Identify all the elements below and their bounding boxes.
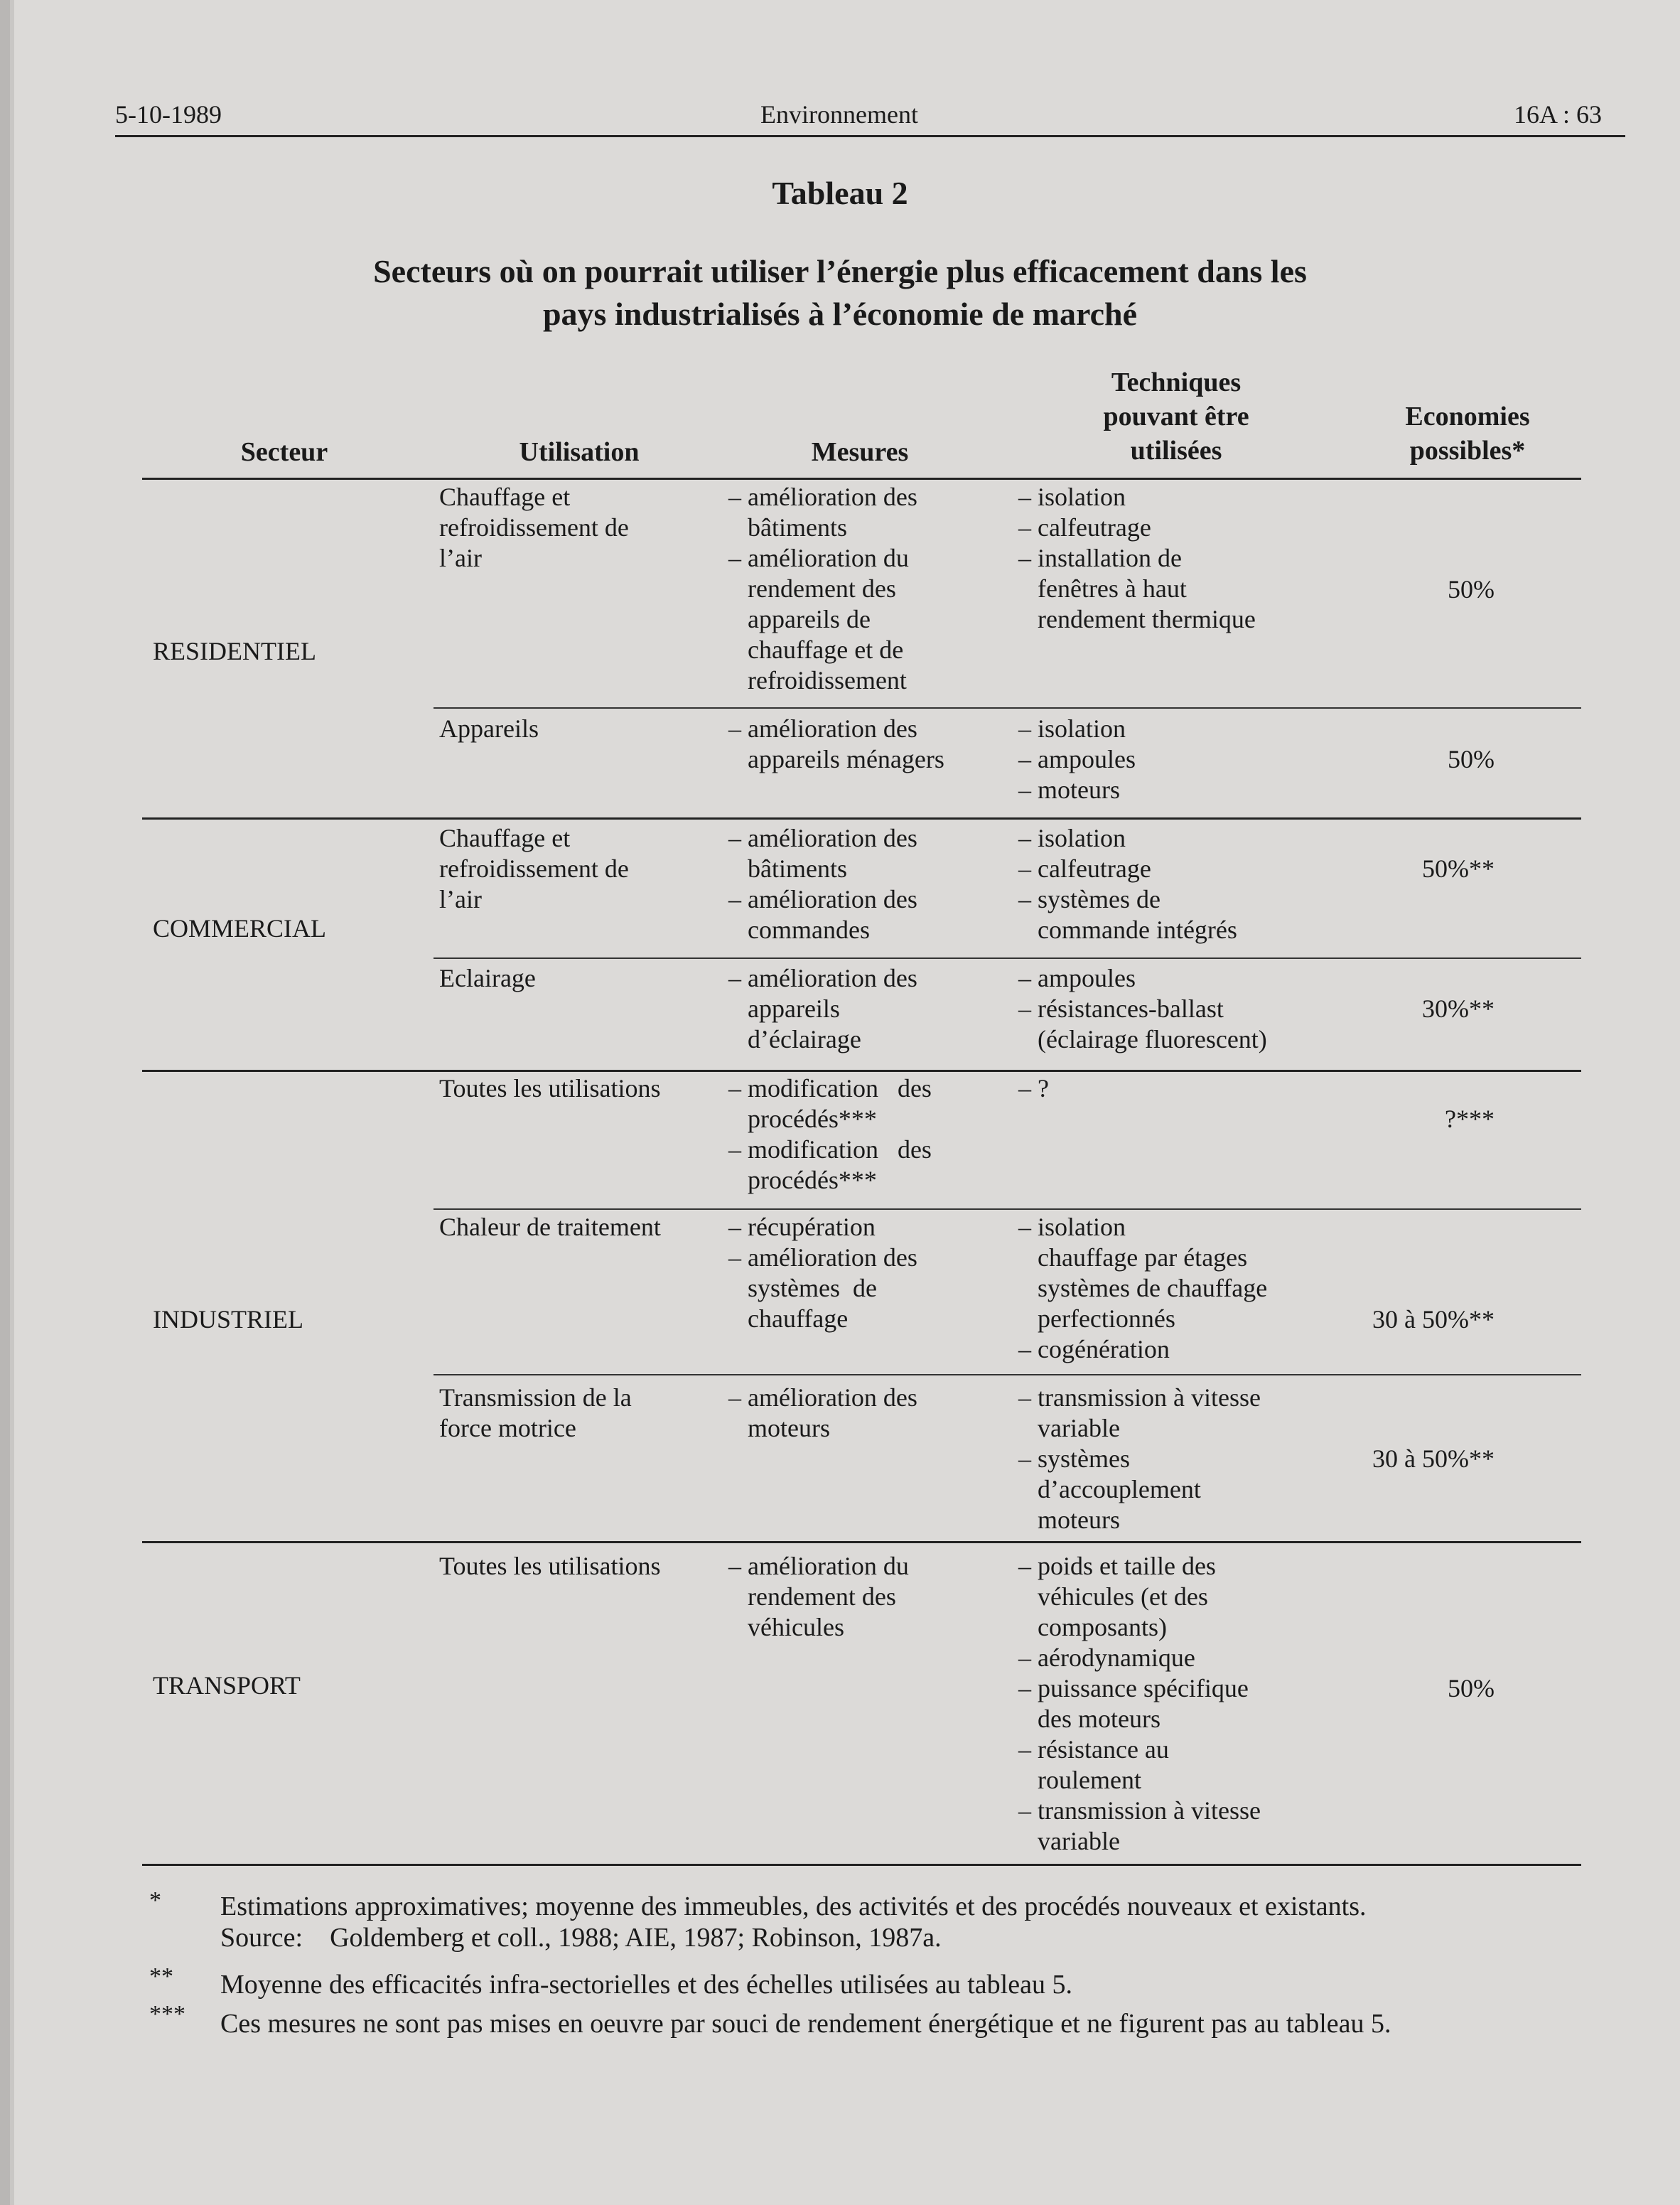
sector-divider: [142, 1070, 1581, 1072]
footnote-mark: *: [149, 1887, 161, 1914]
row-mesures: – récupération – amélioration des systèmes de chauffage: [728, 1213, 917, 1333]
row-divider: [434, 1208, 1581, 1210]
table-subtitle: [0, 250, 1680, 336]
row-mesures: – modification des procédés*** – modification des procédés***: [728, 1074, 932, 1194]
row-utilisation: Transmission de la force motrice: [439, 1383, 632, 1442]
col-header-secteur: Secteur: [240, 437, 328, 467]
sector-transport: TRANSPORT: [153, 1671, 301, 1700]
footnote-source: Source: Goldemberg et coll., 1988; AIE, 1987; Robinson, 1987a.: [220, 1923, 942, 1953]
header-section: Environnement: [760, 100, 918, 129]
row-techniques: – isolation – calfeutrage – systèmes de commande intégrés: [1018, 824, 1237, 944]
row-techniques: – ?: [1018, 1074, 1049, 1102]
row-utilisation: Toutes les utilisations: [439, 1074, 661, 1102]
row-mesures: – amélioration des moteurs: [728, 1383, 917, 1442]
row-utilisation: Eclairage: [439, 964, 536, 992]
row-economies: 30 à 50%**: [1372, 1305, 1495, 1334]
row-divider: [434, 957, 1581, 959]
row-mesures: – amélioration des bâtiments – amélioration des commandes: [728, 824, 917, 944]
col-header-economies: [1350, 399, 1585, 468]
sector-industriel: INDUSTRIEL: [153, 1305, 303, 1334]
header-bottom-rule: [142, 478, 1581, 480]
row-techniques: – isolation – ampoules – moteurs: [1018, 714, 1136, 804]
row-techniques: – isolation – calfeutrage – installation de fenêtres à haut rendement thermique: [1018, 483, 1256, 633]
row-mesures: – amélioration du rendement des véhicules: [728, 1552, 909, 1641]
col-header-techniques: [1059, 365, 1293, 468]
row-utilisation: Chauffage et refroidissement de l’air: [439, 483, 629, 572]
col-header-economies-line-2: possibles*: [1409, 436, 1526, 466]
row-economies: 50%: [1448, 745, 1495, 773]
row-mesures: – amélioration des bâtiments – amélioration du rendement des appareils de chauffage et de refroidissement: [728, 483, 917, 694]
table-subtitle-line-2: pays industrialisés à l’économie de marché: [542, 296, 1138, 332]
row-techniques: – isolation chauffage par étages systèmes de chauffage perfectionnés – cogénération: [1018, 1213, 1268, 1363]
sector-divider: [142, 1541, 1581, 1543]
table-subtitle-line-1: Secteurs où on pourrait utiliser l’énergie plus efficacement dans les: [373, 253, 1307, 289]
row-techniques: – poids et taille des véhicules (et des composants) – aérodynamique – puissance spécifique des moteurs – résistance au roulement – transmission à vitesse variable: [1018, 1552, 1261, 1855]
row-utilisation: Appareils: [439, 714, 539, 743]
footnote-text-line: Estimations approximatives; moyenne des immeubles, des activités et des procédés nouveaux et existants.: [220, 1892, 1367, 1921]
col-header-techniques-line-2: pouvant être: [1103, 402, 1249, 431]
footnote-text: [220, 1891, 1627, 1953]
sector-commercial: COMMERCIAL: [153, 914, 327, 943]
col-header-economies-line-1: Economies: [1405, 402, 1530, 431]
row-divider: [434, 707, 1581, 709]
footnote-text: Ces mesures ne sont pas mises en oeuvre par souci de rendement énergétique et ne figurent pas au tableau 5.: [220, 2009, 1391, 2039]
table-title: Tableau 2: [772, 175, 908, 211]
sector-divider: [142, 817, 1581, 820]
header-date: 5-10-1989: [115, 100, 222, 129]
row-economies: 50%: [1448, 1674, 1495, 1702]
col-header-utilisation: Utilisation: [519, 437, 640, 467]
row-utilisation: Chauffage et refroidissement de l’air: [439, 824, 629, 913]
row-economies: 30 à 50%**: [1372, 1444, 1495, 1473]
row-techniques: – transmission à vitesse variable – systèmes d’accouplement moteurs: [1018, 1383, 1261, 1534]
row-economies: ?***: [1445, 1105, 1495, 1133]
header-rule: [115, 135, 1625, 137]
row-mesures: – amélioration des appareils d’éclairage: [728, 964, 917, 1053]
header-page-number: 16A : 63: [1514, 100, 1603, 129]
row-utilisation: Toutes les utilisations: [439, 1552, 661, 1580]
row-economies: 30%**: [1422, 994, 1495, 1023]
row-mesures: – amélioration des appareils ménagers: [728, 714, 944, 773]
row-techniques: – ampoules – résistances-ballast (éclairage fluorescent): [1018, 964, 1267, 1053]
row-divider: [434, 1374, 1581, 1375]
footnote-mark: **: [149, 1963, 173, 1990]
col-header-techniques-line-3: utilisées: [1130, 436, 1222, 466]
col-header-mesures: Mesures: [811, 437, 909, 467]
footnote-mark: ***: [149, 2001, 185, 2027]
col-header-techniques-line-1: Techniques: [1111, 368, 1242, 397]
row-economies: 50%**: [1422, 854, 1495, 883]
row-utilisation: Chaleur de traitement: [439, 1213, 661, 1241]
table-bottom-rule: [142, 1864, 1581, 1866]
row-economies: 50%: [1448, 575, 1495, 603]
sector-residentiel: RESIDENTIEL: [153, 637, 316, 665]
footnote-text: Moyenne des efficacités infra-sectorielles et des échelles utilisées au tableau 5.: [220, 1970, 1072, 2000]
